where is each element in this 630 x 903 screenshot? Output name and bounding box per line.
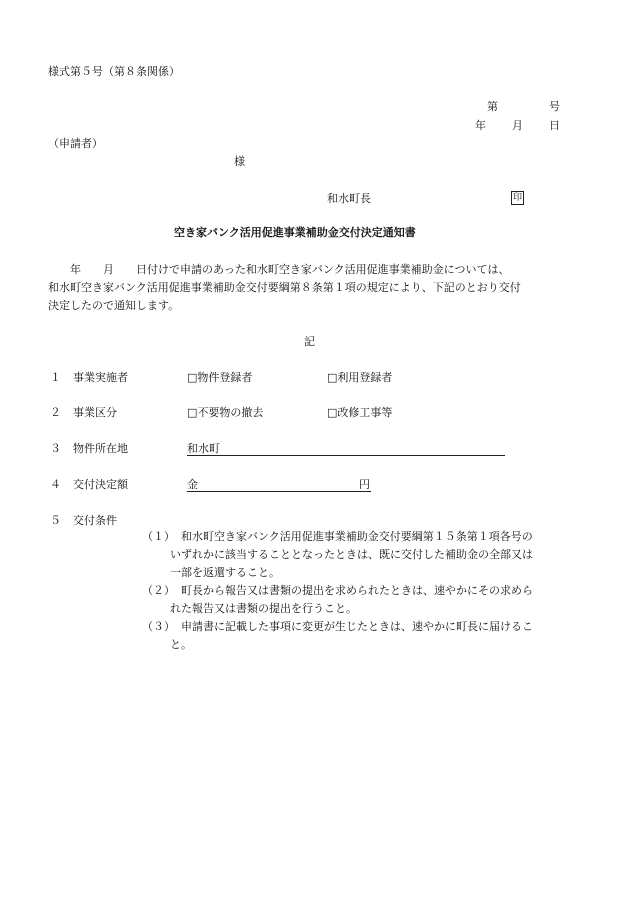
condition-2-line-2: れた報告又は書類の提出を行うこと。: [170, 602, 357, 615]
item-3-label: 物件所在地: [73, 442, 128, 455]
condition-2-number: （２）: [142, 584, 175, 597]
item-1-option-user-registrant[interactable]: □利用登録者: [327, 371, 393, 384]
item-1-number: １: [50, 371, 61, 384]
ki-marker: 記: [304, 335, 315, 348]
condition-3-number: （３）: [142, 620, 175, 633]
condition-1-number: （１）: [142, 530, 175, 543]
item-2-option-renovation[interactable]: □改修工事等: [327, 406, 393, 419]
doc-number-go: 号: [549, 100, 560, 113]
condition-3-line-1: 申請書に記載した事項に変更が生じたときは、速やかに町長に届けるこ: [170, 620, 533, 633]
condition-1-line-1: 和水町空き家バンク活用促進事業補助金交付要綱第１５条第１項各号の: [170, 530, 533, 543]
body-line-2: 和水町空き家バンク活用促進事業補助金交付要綱第８条第１項の規定により、下記のとおり交付: [48, 281, 521, 294]
item-2-label: 事業区分: [73, 406, 117, 419]
issuer-name: 和水町長: [327, 192, 371, 205]
condition-1-line-2: いずれかに該当することとなったときは、既に交付した補助金の全部又は: [170, 548, 533, 561]
item-2-option-removal[interactable]: □不要物の撤去: [187, 406, 264, 419]
item-4-amount-prefix: 金: [187, 478, 198, 491]
item-4-label: 交付決定額: [73, 478, 128, 491]
item-1-option-property-registrant[interactable]: □物件登録者: [187, 371, 253, 384]
item-4-number: ４: [50, 478, 61, 491]
condition-1-line-3: 一部を返還すること。: [170, 566, 280, 579]
item-3-location-underline: [187, 455, 505, 456]
body-line-1: 年 月 日付けで申請のあった和水町空き家バンク活用促進事業補助金については、: [48, 263, 510, 276]
item-4-amount-suffix: 円: [359, 478, 370, 491]
date-month: 月: [512, 119, 523, 132]
item-3-number: ３: [50, 442, 61, 455]
item-5-label: 交付条件: [73, 514, 117, 527]
condition-3-line-2: と。: [170, 638, 192, 651]
applicant-sama: 様: [234, 155, 245, 168]
seal-stamp: [511, 191, 524, 205]
item-2-number: ２: [50, 406, 61, 419]
applicant-label: （申請者）: [48, 137, 103, 150]
date-year: 年: [475, 119, 486, 132]
item-5-number: ５: [50, 514, 61, 527]
seal-mark: 印: [512, 193, 522, 203]
item-1-label: 事業実施者: [73, 371, 128, 384]
item-3-location-value: 和水町: [187, 442, 220, 455]
form-header: 様式第５号（第８条関係）: [48, 65, 180, 78]
condition-2-line-1: 町長から報告又は書類の提出を求められたときは、速やかにその求めら: [170, 584, 533, 597]
body-line-3: 決定したので通知します。: [48, 299, 180, 312]
item-4-amount-underline: [187, 491, 371, 492]
document-title: 空き家バンク活用促進事業補助金交付決定通知書: [174, 226, 416, 239]
date-day: 日: [549, 119, 560, 132]
doc-number-dai: 第: [487, 100, 498, 113]
